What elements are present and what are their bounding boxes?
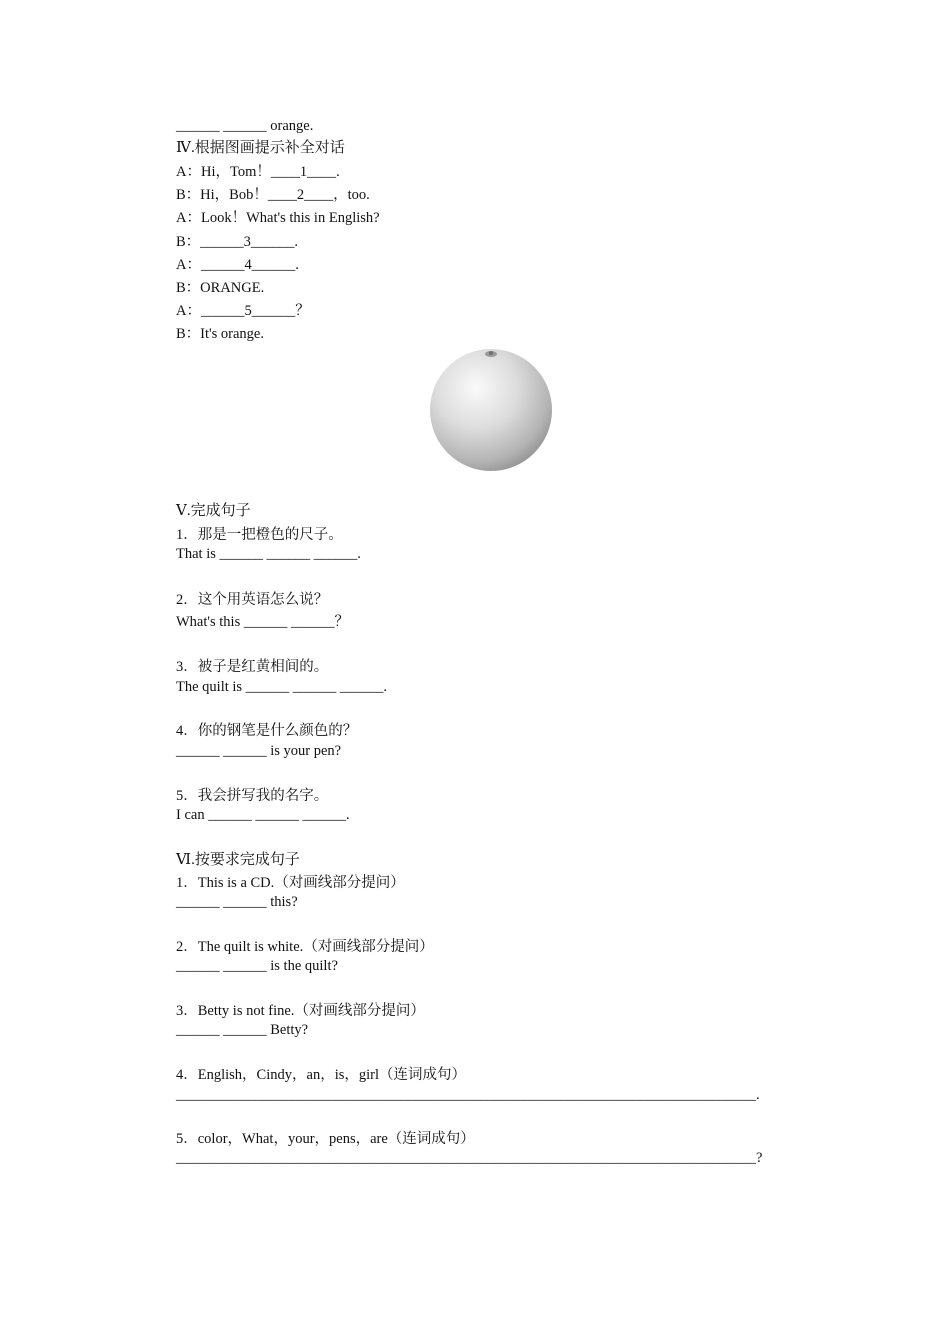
dialogue-line: B：Hi，Bob！____2____，too. [176,187,370,203]
item-cn: 4．你的钢笔是什么颜色的？ [176,723,358,739]
section6-title: Ⅵ.按要求完成句子 [176,852,300,868]
dialogue-line: A：______5______？ [176,303,310,319]
dialogue-line: A：______4______. [176,257,299,273]
top-line: ______ ______ orange. [176,118,314,134]
item-question: 1．This is a CD.（对画线部分提问） [176,875,405,891]
dialogue-line: B：It's orange. [176,326,264,342]
item-question: 4．English，Cindy，an，is，girl（连词成句） [176,1067,466,1083]
item-question: 3．Betty is not fine.（对画线部分提问） [176,1003,425,1019]
dialogue-line: A：Hi，Tom！____1____. [176,164,340,180]
item-question: 5．color，What，your，pens，are（连词成句） [176,1131,475,1147]
dialogue-line: A：Look！What's this in English? [176,210,380,226]
item-answer: ________________________________________________________________________________? [176,1150,763,1166]
item-en: ______ ______ is your pen? [176,743,342,759]
item-answer: ______ ______ Betty? [176,1022,309,1038]
item-cn: 5．我会拼写我的名字。 [176,788,329,804]
section5-title: Ⅴ.完成句子 [176,503,251,519]
dialogue-line: B：ORANGE. [176,280,265,296]
item-en: That is ______ ______ ______. [176,546,361,562]
item-cn: 3．被子是红黄相间的。 [176,659,329,675]
dialogue-line: B：______3______. [176,234,299,250]
item-answer: ______ ______ is the quilt? [176,958,338,974]
item-en: What's this ______ ______？ [176,614,349,630]
item-en: The quilt is ______ ______ ______. [176,679,388,695]
item-en: I can ______ ______ ______. [176,807,350,823]
item-answer: ________________________________________________________________________________. [176,1087,760,1103]
item-question: 2．The quilt is white.（对画线部分提问） [176,939,434,955]
item-answer: ______ ______ this? [176,894,298,910]
section4-title: Ⅳ.根据图画提示补全对话 [176,140,345,156]
item-cn: 2．这个用英语怎么说？ [176,592,329,608]
item-cn: 1．那是一把橙色的尺子。 [176,527,343,543]
orange-picture [428,344,554,472]
